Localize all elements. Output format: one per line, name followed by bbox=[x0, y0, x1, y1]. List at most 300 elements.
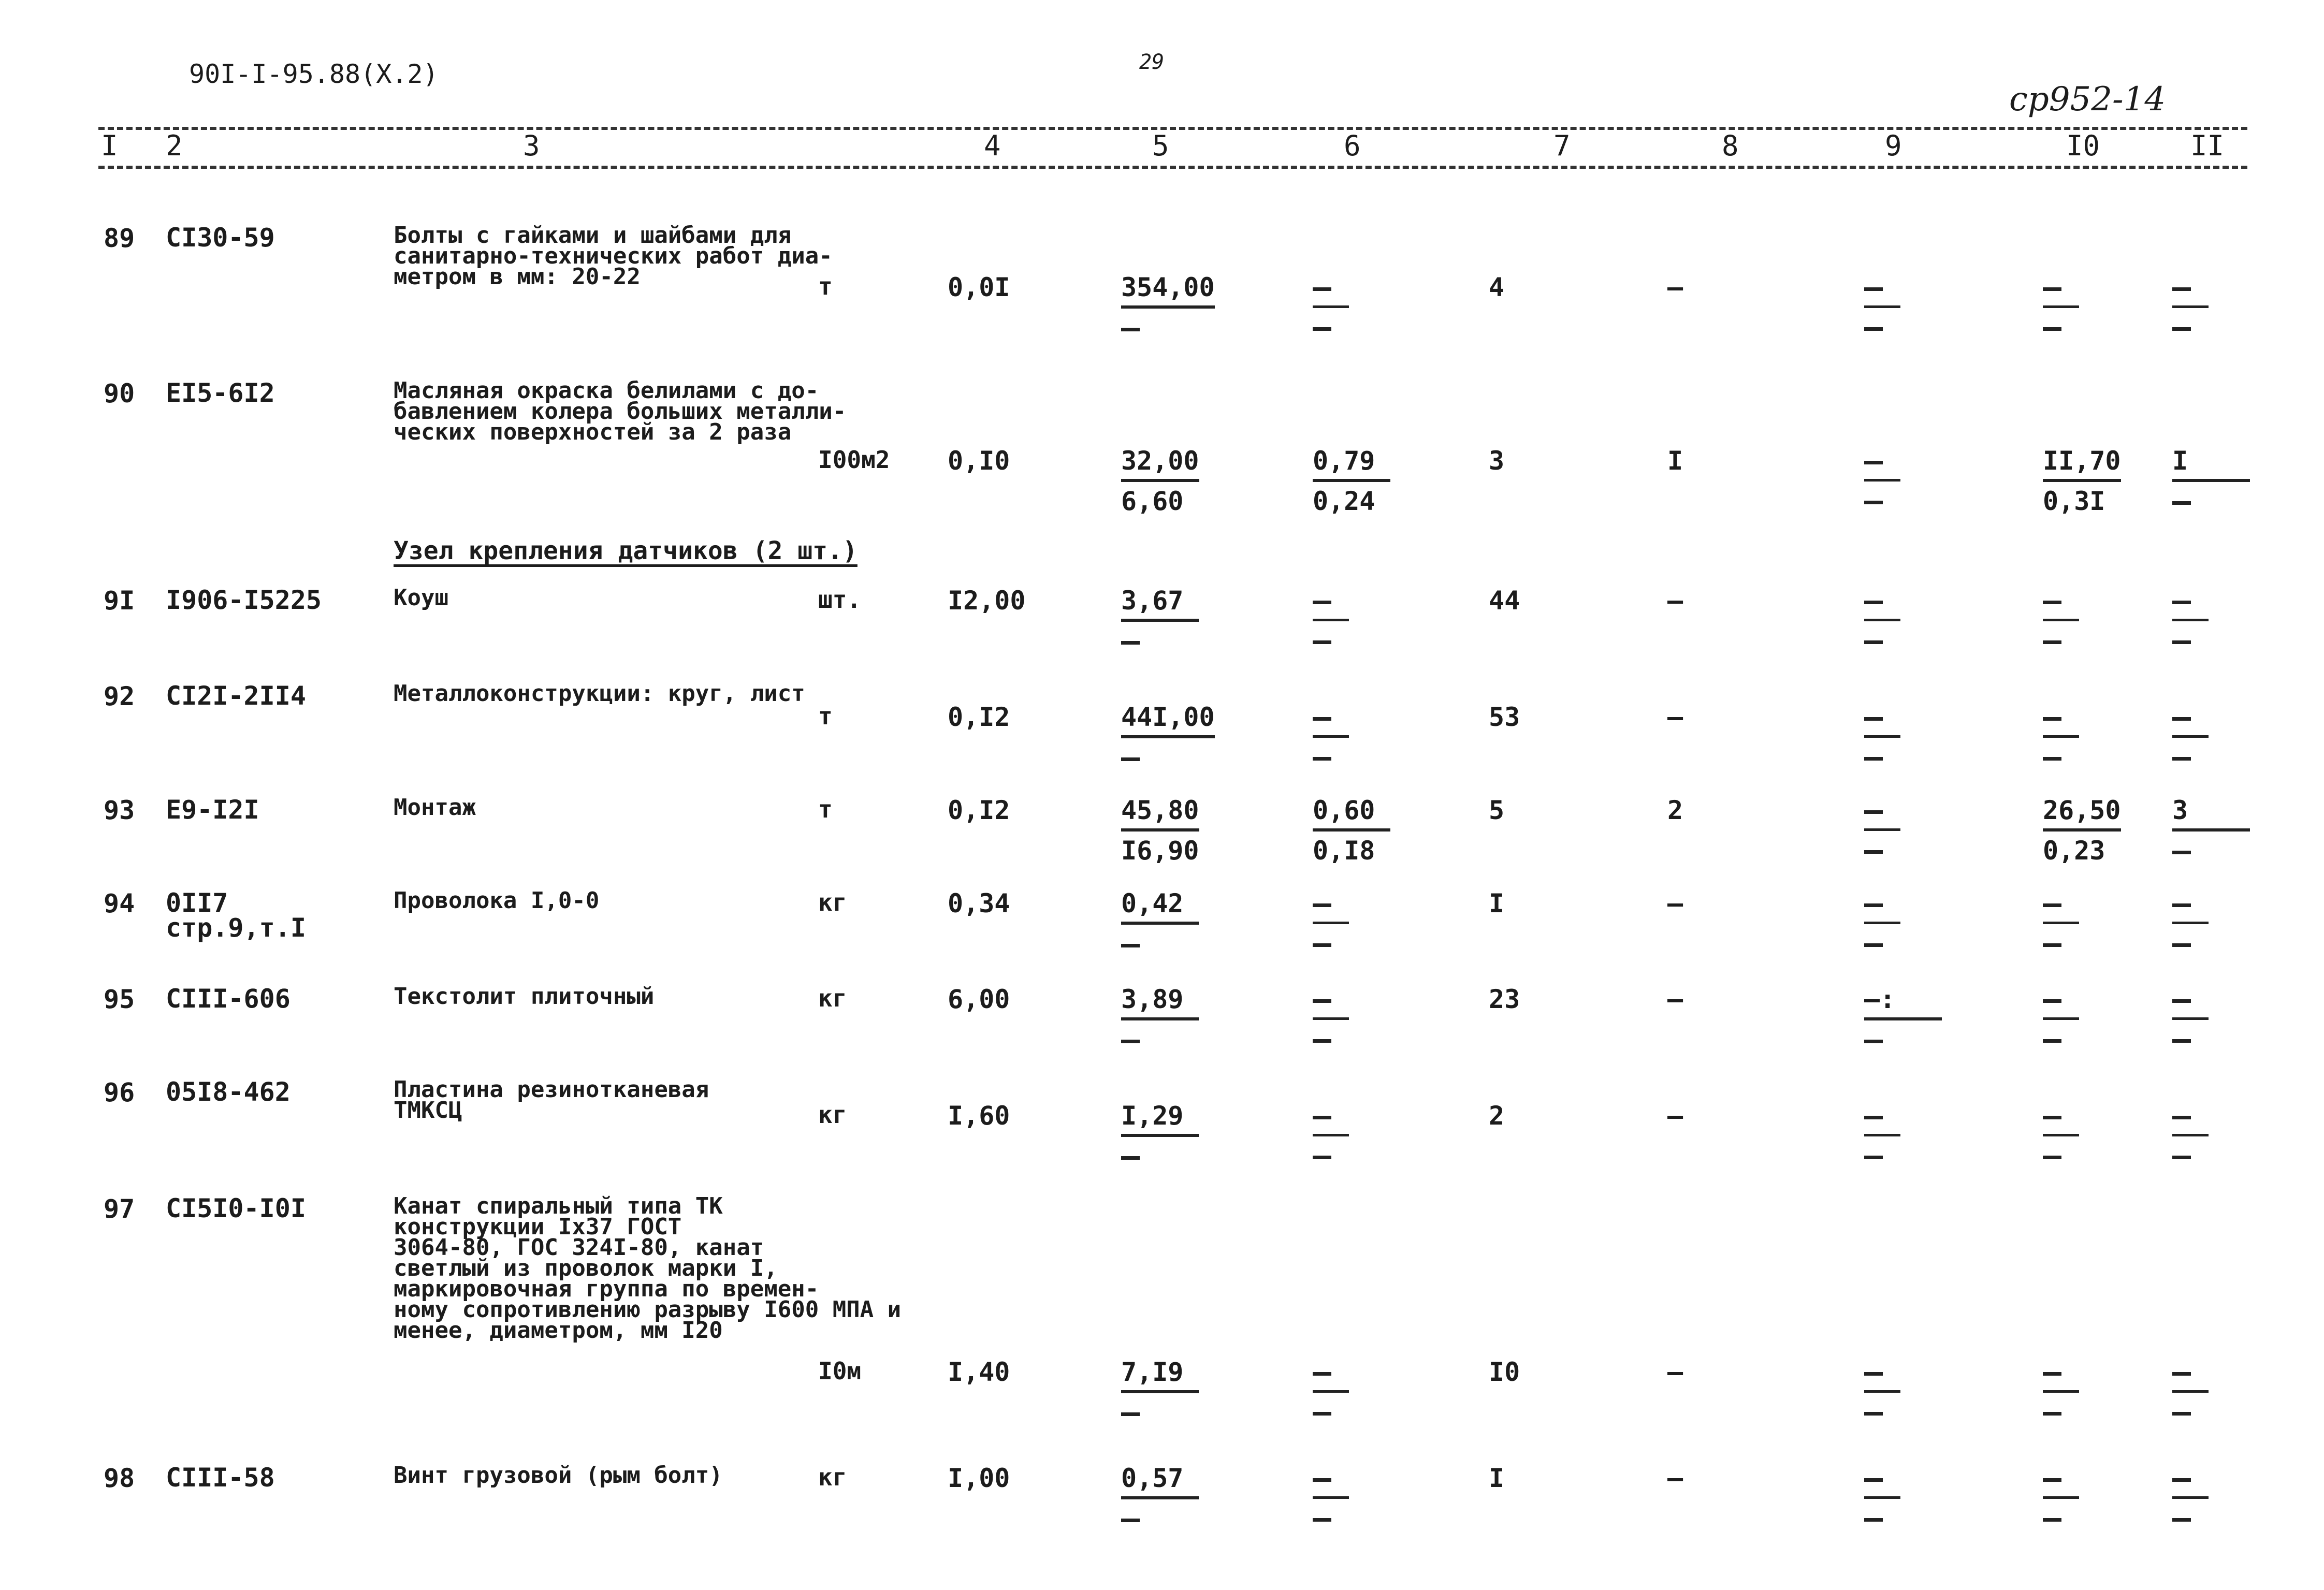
col9-value-dash-bottom bbox=[1864, 850, 1883, 854]
row-number: 94 bbox=[104, 888, 135, 918]
col6-value-dash-bottom bbox=[1313, 1039, 1331, 1043]
col7-value: 44 bbox=[1489, 586, 1520, 616]
item-code: CI2I-2II4 bbox=[166, 681, 306, 711]
col9-value-dash-bottom bbox=[1864, 501, 1883, 504]
col10-value-denominator bbox=[2043, 1499, 2079, 1531]
col10-value-denominator bbox=[2043, 1136, 2079, 1169]
col6-value bbox=[1313, 986, 1349, 1052]
col10-value bbox=[2043, 448, 2121, 514]
col10-value bbox=[2043, 1103, 2079, 1169]
col11-value-dash-top bbox=[2172, 903, 2191, 907]
col6-value-dash-bottom bbox=[1313, 327, 1331, 331]
row-number: 9I bbox=[104, 586, 135, 616]
col5-value-dash-bottom bbox=[1121, 1156, 1140, 1160]
column-header-2: 2 bbox=[166, 129, 183, 162]
col11-value-numerator bbox=[2172, 274, 2209, 308]
col5-value-dash-bottom bbox=[1121, 757, 1140, 761]
unit: т bbox=[818, 702, 833, 730]
col8-value: – bbox=[1667, 1463, 1683, 1493]
col5-value-denominator bbox=[1121, 309, 1215, 341]
item-code: 05I8-462 bbox=[166, 1077, 290, 1107]
col7-value: I0 bbox=[1489, 1357, 1520, 1387]
col9-value-dash-bottom bbox=[1864, 943, 1883, 947]
col9-value-numerator bbox=[1864, 797, 1900, 831]
col8-value: I bbox=[1667, 446, 1683, 476]
col6-value-numerator bbox=[1313, 1359, 1349, 1393]
col6-value-dash-bottom bbox=[1313, 1156, 1331, 1159]
col6-value-numerator bbox=[1313, 891, 1349, 924]
col11-value-numerator bbox=[2172, 1359, 2209, 1393]
column-header-11: II bbox=[2190, 129, 2225, 162]
col10-value-numerator bbox=[2043, 1465, 2079, 1499]
col10-value-numerator bbox=[2043, 891, 2079, 924]
col11-value-denominator bbox=[2172, 924, 2209, 956]
col9-value bbox=[1864, 704, 1900, 770]
col6-value-denominator bbox=[1313, 1020, 1349, 1052]
col11-value bbox=[2172, 274, 2209, 340]
unit: I00м2 bbox=[818, 446, 890, 474]
col10-value-numerator bbox=[2043, 274, 2079, 308]
col6-value bbox=[1313, 1103, 1349, 1169]
col10-value-dash-bottom bbox=[2043, 327, 2061, 331]
col11-value-numerator bbox=[2172, 1103, 2209, 1136]
col9-value-dash-bottom bbox=[1864, 1156, 1883, 1159]
col11-value-numerator bbox=[2172, 986, 2209, 1020]
col9-value-numerator bbox=[1864, 448, 1900, 482]
quantity: 0,I0 bbox=[948, 446, 1010, 476]
col10-value bbox=[2043, 797, 2121, 864]
column-header-9: 9 bbox=[1885, 129, 1902, 162]
col6-value-dash-bottom bbox=[1313, 757, 1331, 761]
item-name: Винт грузовой (рым болт) bbox=[394, 1462, 723, 1489]
col11-value-numerator bbox=[2172, 891, 2209, 924]
col11-value-dash-bottom bbox=[2172, 757, 2191, 761]
unit: кг bbox=[818, 1463, 847, 1491]
col5-value-denominator bbox=[1121, 622, 1199, 654]
col10-value bbox=[2043, 891, 2079, 956]
col11-value-numerator: 3 bbox=[2172, 797, 2250, 832]
col5-value bbox=[1121, 986, 1199, 1053]
col5-value-dash-bottom bbox=[1121, 328, 1140, 331]
column-header-3: 3 bbox=[523, 129, 540, 162]
col11-value-dash-top bbox=[2172, 601, 2191, 604]
header-divider-bottom bbox=[98, 166, 2247, 169]
col5-value-dash-bottom bbox=[1121, 1519, 1140, 1522]
quantity: I,40 bbox=[948, 1357, 1010, 1387]
col6-value bbox=[1313, 797, 1390, 864]
col7-value: 3 bbox=[1489, 446, 1505, 476]
col6-value-numerator: 0,60 bbox=[1313, 797, 1390, 832]
col11-value-denominator bbox=[2172, 1393, 2209, 1425]
col5-value bbox=[1121, 1103, 1199, 1169]
col11-value-numerator bbox=[2172, 588, 2209, 621]
col5-value-dash-bottom bbox=[1121, 641, 1140, 645]
col10-value-denominator bbox=[2043, 738, 2079, 770]
col9-value-numerator bbox=[1864, 588, 1900, 621]
col6-value-dash-bottom bbox=[1313, 1412, 1331, 1416]
item-name: Коуш bbox=[394, 585, 448, 611]
col8-value: – bbox=[1667, 586, 1683, 616]
col9-value-denominator bbox=[1864, 924, 1900, 956]
item-name: Болты с гайками и шайбами для санитарно-технических работ диа- метром в мм: 20-22 bbox=[394, 222, 833, 290]
col7-value: 53 bbox=[1489, 702, 1520, 732]
col11-value-dash-top bbox=[2172, 999, 2191, 1003]
col6-value-dash-bottom bbox=[1313, 1518, 1331, 1522]
row-number: 95 bbox=[104, 984, 135, 1014]
col5-value-numerator: 32,00 bbox=[1121, 448, 1199, 482]
col9-value-dash-bottom bbox=[1864, 327, 1883, 331]
col6-value-numerator bbox=[1313, 1103, 1349, 1136]
col10-value-dash-bottom bbox=[2043, 943, 2061, 947]
col10-value-dash-top bbox=[2043, 903, 2061, 907]
col9-value bbox=[1864, 986, 1942, 1053]
col10-value bbox=[2043, 1359, 2079, 1425]
col6-value-dash-top bbox=[1313, 1478, 1331, 1482]
col9-value-numerator bbox=[1864, 1359, 1900, 1393]
col5-value bbox=[1121, 274, 1215, 341]
col5-value-numerator: 0,42 bbox=[1121, 891, 1199, 925]
item-name: Пластина резинотканевая ТМКСЦ bbox=[394, 1076, 709, 1124]
col5-value bbox=[1121, 1359, 1199, 1425]
col10-value-dash-top bbox=[2043, 1372, 2061, 1376]
document-code: 90I-I-95.88(X.2) bbox=[189, 59, 439, 89]
col11-value-numerator bbox=[2172, 704, 2209, 738]
col5-value-numerator: I,29 bbox=[1121, 1103, 1199, 1137]
col10-value-dash-bottom bbox=[2043, 1412, 2061, 1416]
col9-value-dash-top bbox=[1864, 1478, 1883, 1482]
row-number: 96 bbox=[104, 1077, 135, 1107]
col9-value-dash-top bbox=[1864, 461, 1883, 464]
column-header-8: 8 bbox=[1722, 129, 1739, 162]
col11-value-denominator bbox=[2172, 738, 2209, 770]
col10-value-denominator bbox=[2043, 1393, 2079, 1425]
col9-value-dash-bottom bbox=[1864, 1518, 1883, 1522]
col9-value-numerator bbox=[1864, 891, 1900, 924]
unit: т bbox=[818, 795, 833, 823]
col5-value-dash-bottom bbox=[1121, 1412, 1140, 1416]
col9-value bbox=[1864, 588, 1900, 653]
col9-value-dash-top bbox=[1864, 601, 1883, 604]
col10-value-denominator: 0,3I bbox=[2043, 486, 2105, 516]
col10-value bbox=[2043, 704, 2079, 770]
col7-value: 5 bbox=[1489, 795, 1505, 825]
col11-value-denominator bbox=[2172, 621, 2209, 653]
col11-value-denominator bbox=[2172, 308, 2209, 340]
item-code: I906-I5225 bbox=[166, 585, 322, 615]
col11-value-dash-bottom bbox=[2172, 1518, 2191, 1522]
col10-value-numerator bbox=[2043, 1359, 2079, 1393]
col6-value-denominator bbox=[1313, 1136, 1349, 1169]
col6-value bbox=[1313, 448, 1390, 514]
item-name: Монтаж bbox=[394, 794, 476, 821]
quantity: I2,00 bbox=[948, 586, 1026, 616]
col10-value-denominator bbox=[2043, 924, 2079, 956]
col11-value bbox=[2172, 797, 2250, 864]
col5-value-denominator bbox=[1121, 925, 1199, 957]
col9-value-numerator bbox=[1864, 1465, 1900, 1499]
col11-value-dash-bottom bbox=[2172, 1039, 2191, 1043]
col6-value-dash-bottom bbox=[1313, 943, 1331, 947]
col6-value bbox=[1313, 274, 1349, 340]
col9-value-dash-top bbox=[1864, 717, 1883, 721]
col8-value: – bbox=[1667, 984, 1683, 1014]
col11-value-numerator bbox=[2172, 1465, 2209, 1499]
col10-value-dash-top bbox=[2043, 601, 2061, 604]
col9-value-numerator bbox=[1864, 704, 1900, 738]
col5-value-numerator: 7,I9 bbox=[1121, 1359, 1199, 1393]
col6-value-dash-bottom bbox=[1313, 640, 1331, 644]
col11-value-dash-top bbox=[2172, 287, 2191, 291]
col9-value bbox=[1864, 891, 1900, 956]
col10-value-denominator bbox=[2043, 1020, 2079, 1052]
col10-value-dash-bottom bbox=[2043, 1156, 2061, 1159]
col6-value-numerator bbox=[1313, 986, 1349, 1020]
item-code: E9-I2I bbox=[166, 795, 259, 825]
col6-value-denominator bbox=[1313, 924, 1349, 956]
col5-value-denominator bbox=[1121, 1393, 1199, 1425]
quantity: 0,I2 bbox=[948, 702, 1010, 732]
col10-value-dash-top bbox=[2043, 717, 2061, 721]
col10-value bbox=[2043, 986, 2079, 1052]
row-number: 90 bbox=[104, 378, 135, 409]
col9-value-denominator bbox=[1864, 621, 1900, 653]
col9-value-denominator bbox=[1864, 1136, 1900, 1169]
col6-value-denominator: 0,I8 bbox=[1313, 836, 1375, 866]
col6-value-numerator: 0,79 bbox=[1313, 448, 1390, 482]
col9-value-dash-top bbox=[1864, 287, 1883, 291]
page-mark: 29 bbox=[1139, 50, 1165, 74]
col7-value: I bbox=[1489, 888, 1505, 918]
col11-value-dash-top bbox=[2172, 1116, 2191, 1119]
col10-value-numerator: II,70 bbox=[2043, 448, 2121, 482]
item-name: Проволока I,0-0 bbox=[394, 887, 600, 914]
col10-value-numerator: 26,50 bbox=[2043, 797, 2121, 832]
col5-value-numerator: 45,80 bbox=[1121, 797, 1199, 832]
col6-value-dash-top bbox=[1313, 1116, 1331, 1119]
item-name: Металлоконструкции: круг, лист bbox=[394, 680, 805, 707]
col11-value-denominator bbox=[2172, 482, 2250, 514]
quantity: 0,34 bbox=[948, 888, 1010, 918]
handwritten-stamp: cp952-14 bbox=[2009, 80, 2166, 119]
item-code: CI30-59 bbox=[166, 223, 275, 253]
col8-value: – bbox=[1667, 1357, 1683, 1387]
col9-value-denominator bbox=[1864, 482, 1900, 514]
col9-value-numerator: –: bbox=[1864, 986, 1942, 1020]
row-number: 97 bbox=[104, 1194, 135, 1224]
item-code: CI5I0-I0I bbox=[166, 1193, 306, 1223]
col9-value-dash-top bbox=[1864, 1372, 1883, 1376]
col6-value bbox=[1313, 1359, 1349, 1425]
col11-value-denominator bbox=[2172, 1499, 2209, 1531]
col5-value-denominator bbox=[1121, 1137, 1199, 1169]
unit: I0м bbox=[818, 1357, 862, 1385]
col6-value-denominator bbox=[1313, 1393, 1349, 1425]
col11-value-dash-bottom bbox=[2172, 640, 2191, 644]
col10-value-dash-bottom bbox=[2043, 1518, 2061, 1522]
col5-value bbox=[1121, 797, 1199, 864]
col8-value: – bbox=[1667, 888, 1683, 918]
unit: кг bbox=[818, 1101, 847, 1129]
col5-value-numerator: 3,89 bbox=[1121, 986, 1199, 1020]
col10-value-numerator bbox=[2043, 704, 2079, 738]
column-header-4: 4 bbox=[984, 129, 1001, 162]
col10-value-denominator bbox=[2043, 621, 2079, 653]
col6-value-numerator bbox=[1313, 1465, 1349, 1499]
col11-value-denominator bbox=[2172, 1020, 2209, 1052]
row-number: 98 bbox=[104, 1463, 135, 1493]
col10-value-dash-top bbox=[2043, 1478, 2061, 1482]
col8-value: 2 bbox=[1667, 795, 1683, 825]
item-code: EI5-6I2 bbox=[166, 378, 275, 408]
col5-value-denominator bbox=[1121, 738, 1215, 770]
unit: т bbox=[818, 272, 833, 300]
unit: кг bbox=[818, 888, 847, 916]
col7-value: 2 bbox=[1489, 1101, 1505, 1131]
col10-value-numerator bbox=[2043, 588, 2079, 621]
col7-value: I bbox=[1489, 1463, 1505, 1493]
row-number: 93 bbox=[104, 795, 135, 825]
col6-value bbox=[1313, 588, 1349, 653]
col11-value-dash-top bbox=[2172, 717, 2191, 721]
col11-value bbox=[2172, 891, 2209, 956]
col9-value-dash-top bbox=[1864, 903, 1883, 907]
col10-value-dash-bottom bbox=[2043, 640, 2061, 644]
col11-value-dash-bottom bbox=[2172, 1156, 2191, 1159]
col11-value bbox=[2172, 1103, 2209, 1169]
column-header-1: I bbox=[101, 129, 118, 162]
col11-value bbox=[2172, 1465, 2209, 1531]
col6-value-denominator bbox=[1313, 1499, 1349, 1531]
col9-value-denominator bbox=[1864, 831, 1900, 863]
col9-value bbox=[1864, 274, 1900, 340]
col9-value bbox=[1864, 1465, 1900, 1531]
col11-value-dash-bottom bbox=[2172, 851, 2191, 854]
item-code: 0II7 стр.9,т.I bbox=[166, 888, 306, 943]
col6-value-denominator bbox=[1313, 308, 1349, 340]
col5-value-numerator: 354,00 bbox=[1121, 274, 1215, 309]
section-title: Узел крепления датчиков (2 шт.) bbox=[394, 536, 858, 565]
col5-value-numerator: 44I,00 bbox=[1121, 704, 1215, 738]
col9-value bbox=[1864, 1359, 1900, 1425]
col10-value-denominator bbox=[2043, 308, 2079, 340]
col9-value-denominator bbox=[1864, 1393, 1900, 1425]
col6-value bbox=[1313, 891, 1349, 956]
col11-value bbox=[2172, 448, 2250, 514]
column-header-5: 5 bbox=[1152, 129, 1169, 162]
row-number: 92 bbox=[104, 681, 135, 711]
col5-value-dash-bottom bbox=[1121, 1040, 1140, 1043]
col11-value bbox=[2172, 986, 2209, 1052]
col9-value-denominator bbox=[1864, 1020, 1942, 1053]
quantity: I,00 bbox=[948, 1463, 1010, 1493]
col6-value-dash-top bbox=[1313, 999, 1331, 1003]
col10-value-dash-top bbox=[2043, 1116, 2061, 1119]
quantity: 0,0I bbox=[948, 272, 1010, 302]
col11-value-dash-bottom bbox=[2172, 1412, 2191, 1416]
col11-value bbox=[2172, 704, 2209, 770]
column-header-6: 6 bbox=[1344, 129, 1361, 162]
col6-value bbox=[1313, 1465, 1349, 1531]
col11-value-numerator: I bbox=[2172, 448, 2250, 482]
row-number: 89 bbox=[104, 223, 135, 253]
col8-value: – bbox=[1667, 272, 1683, 302]
col6-value-denominator bbox=[1313, 738, 1349, 770]
col11-value-dash-top bbox=[2172, 1478, 2191, 1482]
col8-value: – bbox=[1667, 702, 1683, 732]
col5-value-numerator: 0,57 bbox=[1121, 1465, 1199, 1499]
item-name: Канат спиральный типа ТК конструкции Iх37 ГОСТ 3064-80, ГОС 324I-80, канат светлый из проволок марки I, маркировочная группа по времен- ному сопротивлению разрыву I600 МПА и менее, диаметром, мм I20 bbox=[394, 1193, 902, 1344]
col9-value-dash-bottom bbox=[1864, 1412, 1883, 1416]
col6-value-numerator bbox=[1313, 704, 1349, 738]
col6-value-dash-top bbox=[1313, 717, 1331, 721]
quantity: 0,I2 bbox=[948, 795, 1010, 825]
header-divider-top bbox=[98, 127, 2247, 130]
column-header-10: I0 bbox=[2066, 129, 2100, 162]
col11-value-dash-top bbox=[2172, 1372, 2191, 1376]
col5-value bbox=[1121, 704, 1215, 770]
col9-value-numerator bbox=[1864, 274, 1900, 308]
col11-value bbox=[2172, 588, 2209, 653]
col9-value bbox=[1864, 448, 1900, 514]
col9-value-dash-top bbox=[1864, 810, 1883, 814]
col10-value-dash-top bbox=[2043, 999, 2061, 1003]
col10-value bbox=[2043, 1465, 2079, 1531]
col5-value-denominator: I6,90 bbox=[1121, 836, 1199, 866]
col10-value bbox=[2043, 588, 2079, 653]
col6-value-numerator bbox=[1313, 588, 1349, 621]
col11-value-denominator bbox=[2172, 1136, 2209, 1169]
col11-value-dash-bottom bbox=[2172, 327, 2191, 331]
col5-value-denominator bbox=[1121, 1499, 1199, 1531]
col9-value-denominator bbox=[1864, 738, 1900, 770]
col6-value-denominator: 0,24 bbox=[1313, 486, 1375, 516]
col7-value: 4 bbox=[1489, 272, 1505, 302]
col9-value-dash-bottom bbox=[1864, 640, 1883, 644]
col11-value bbox=[2172, 1359, 2209, 1425]
col6-value-dash-top bbox=[1313, 903, 1331, 907]
col6-value-dash-top bbox=[1313, 287, 1331, 291]
col10-value bbox=[2043, 274, 2079, 340]
col10-value-dash-bottom bbox=[2043, 757, 2061, 761]
col9-value-denominator bbox=[1864, 308, 1900, 340]
col5-value-numerator: 3,67 bbox=[1121, 588, 1199, 622]
col5-value bbox=[1121, 448, 1199, 514]
col5-value bbox=[1121, 588, 1199, 654]
unit: шт. bbox=[818, 586, 862, 614]
col10-value-denominator: 0,23 bbox=[2043, 836, 2105, 866]
col10-value-numerator bbox=[2043, 986, 2079, 1020]
col8-value: – bbox=[1667, 1101, 1683, 1131]
col10-value-dash-bottom bbox=[2043, 1039, 2061, 1043]
col6-value-dash-top bbox=[1313, 1372, 1331, 1376]
quantity: I,60 bbox=[948, 1101, 1010, 1131]
item-code: CIII-606 bbox=[166, 984, 290, 1014]
col9-value-dash-top bbox=[1864, 1116, 1883, 1119]
column-header-7: 7 bbox=[1553, 129, 1571, 162]
col10-value-numerator bbox=[2043, 1103, 2079, 1136]
col5-value-dash-bottom bbox=[1121, 944, 1140, 947]
item-name: Масляная окраска белилами с до- бавлением колера больших металли- ческих поверхностей за 2 раза bbox=[394, 377, 847, 445]
col5-value bbox=[1121, 1465, 1199, 1531]
col5-value-denominator: 6,60 bbox=[1121, 486, 1184, 516]
item-name: Текстолит плиточный bbox=[394, 983, 655, 1010]
col11-value-denominator bbox=[2172, 832, 2250, 864]
quantity: 6,00 bbox=[948, 984, 1010, 1014]
col6-value-denominator bbox=[1313, 621, 1349, 653]
item-code: CIII-58 bbox=[166, 1463, 275, 1493]
col9-value-denominator bbox=[1864, 1499, 1900, 1531]
col9-value bbox=[1864, 1103, 1900, 1169]
